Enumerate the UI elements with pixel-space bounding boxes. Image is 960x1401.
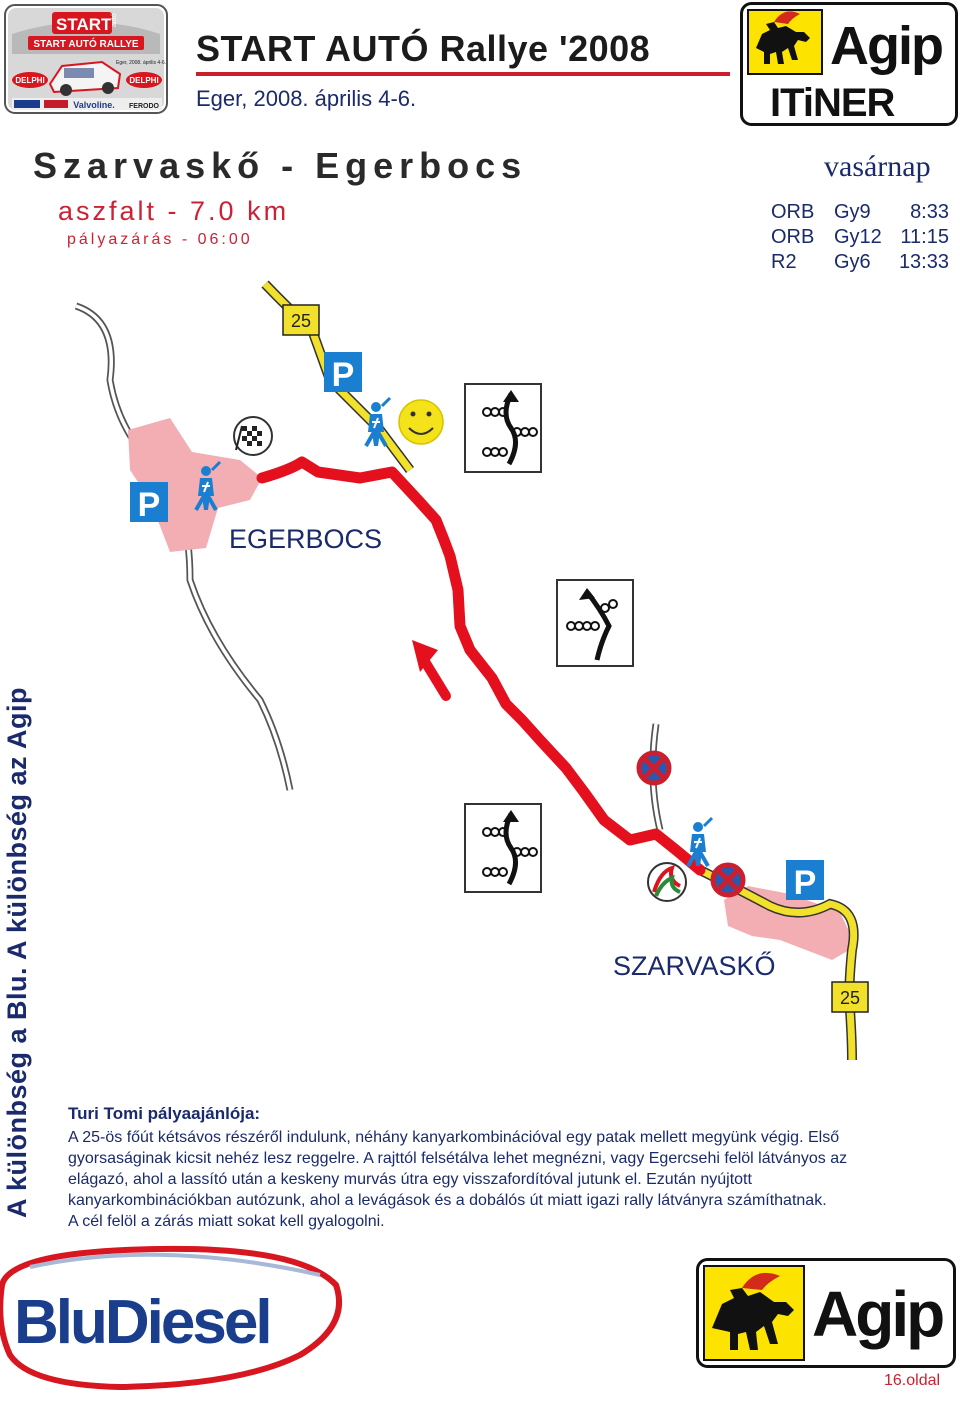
description-line: A 25-ös főút kétsávos részéről indulunk, néhány kanyarkombinációval egy patak mellett megyünk végig. Első	[68, 1129, 840, 1146]
sponsor-valvoline: Valvoline.	[73, 100, 115, 110]
page-number: 16.oldal	[884, 1372, 941, 1389]
class-code: R2	[771, 251, 797, 273]
no-stopping-icon	[713, 865, 743, 895]
start-logo-date: Eger, 2008. április 4-6.	[116, 60, 167, 66]
parking-label: P	[793, 864, 817, 902]
stage-code: Gy9	[834, 201, 871, 223]
no-stopping-icon	[639, 753, 669, 783]
start-time: 11:15	[900, 226, 949, 248]
event-date-location: Eger, 2008. április 4-6.	[196, 86, 417, 111]
parking-label: P	[137, 486, 161, 524]
title-divider	[196, 72, 730, 76]
smiley-icon	[399, 400, 443, 444]
class-code: ORB	[771, 226, 815, 248]
parking-sign	[786, 860, 824, 902]
start-logo-brand-small: autó	[111, 13, 118, 27]
finish-flag-icon	[234, 417, 272, 455]
start-auto-rallye-logo	[4, 4, 168, 114]
start-logo-name: START AUTÓ RALLYE	[33, 39, 139, 50]
stage-schedule	[771, 200, 951, 275]
stage-surface-length: aszfalt - 7.0 km	[58, 196, 290, 226]
page-title: START AUTÓ Rallye '2008	[196, 28, 651, 69]
agip-brand-text: Agip	[830, 16, 942, 76]
start-time: 13:33	[898, 251, 949, 273]
spectator-zone-sign	[465, 384, 541, 472]
main-road-25	[265, 284, 854, 1060]
agip-itiner-logo	[740, 2, 958, 126]
spectator-zone-sign	[465, 804, 541, 892]
direction-arrow-icon	[412, 640, 446, 696]
agip-brand-text: Agip	[812, 1278, 943, 1350]
stage-name: Szarvaskő - Egerbocs	[33, 145, 528, 186]
parking-label: P	[331, 356, 355, 394]
bludiesel-logo	[0, 1245, 345, 1390]
description-line: gyorsaságinak kicsit nehéz lesz reggelre. A rajttól felsétálva lehet megnézni, vagy Egercsehi felöl látványos az	[68, 1150, 848, 1167]
road-number-label: 25	[290, 311, 312, 331]
schedule-row	[771, 225, 951, 250]
start-time: 8:33	[910, 201, 949, 223]
start-flag-icon	[648, 863, 686, 901]
stage-code: Gy12	[834, 226, 882, 248]
description-line: elágazó, ahol a lassító után a keskeny murvás útra egy visszafordítóval jutunk el. Ezután nyújtott	[68, 1171, 752, 1188]
agip-logo	[696, 1258, 956, 1368]
sponsor-ferodo: FERODO	[129, 103, 159, 110]
schedule-row	[771, 200, 951, 225]
sponsor-delphi-left: DELPHI	[15, 76, 45, 85]
stage-code: Gy6	[834, 251, 871, 273]
road-number-badge	[832, 982, 868, 1012]
side-slogan: A különbség a Blu. A különbség az Agip	[2, 686, 32, 1218]
road-closing-time: pályazárás - 06:00	[67, 231, 253, 248]
sponsor-delphi-right: DELPHI	[129, 76, 159, 85]
class-code: ORB	[771, 201, 815, 223]
itiner-text: ITiNER	[770, 81, 895, 125]
spectator-zone-sign	[557, 580, 633, 666]
description-line: kanyarkombinációkban autózunk, ahol a levágások és a dobálós út miatt igazi rally látványra számíthatnak.	[68, 1192, 827, 1209]
place-label-egerbocs: EGERBOCS	[229, 524, 383, 554]
bludiesel-text: BluDiesel	[14, 1288, 270, 1357]
marshal-icon	[688, 818, 712, 866]
road-number-label: 25	[839, 988, 861, 1008]
parking-sign	[130, 482, 168, 524]
parking-sign	[324, 352, 362, 394]
road-number-badge	[283, 305, 319, 335]
description-text	[68, 1127, 948, 1232]
description-title: Turi Tomi pályaajánlója:	[68, 1104, 261, 1123]
stage-map	[0, 270, 960, 1100]
description-line: A cél felöl a zárás miatt sokat kell gyalogolni.	[68, 1213, 385, 1230]
day-label: vasárnap	[824, 150, 931, 183]
start-logo-brand: START	[56, 15, 112, 34]
place-label-szarvasko: SZARVASKŐ	[613, 951, 776, 981]
